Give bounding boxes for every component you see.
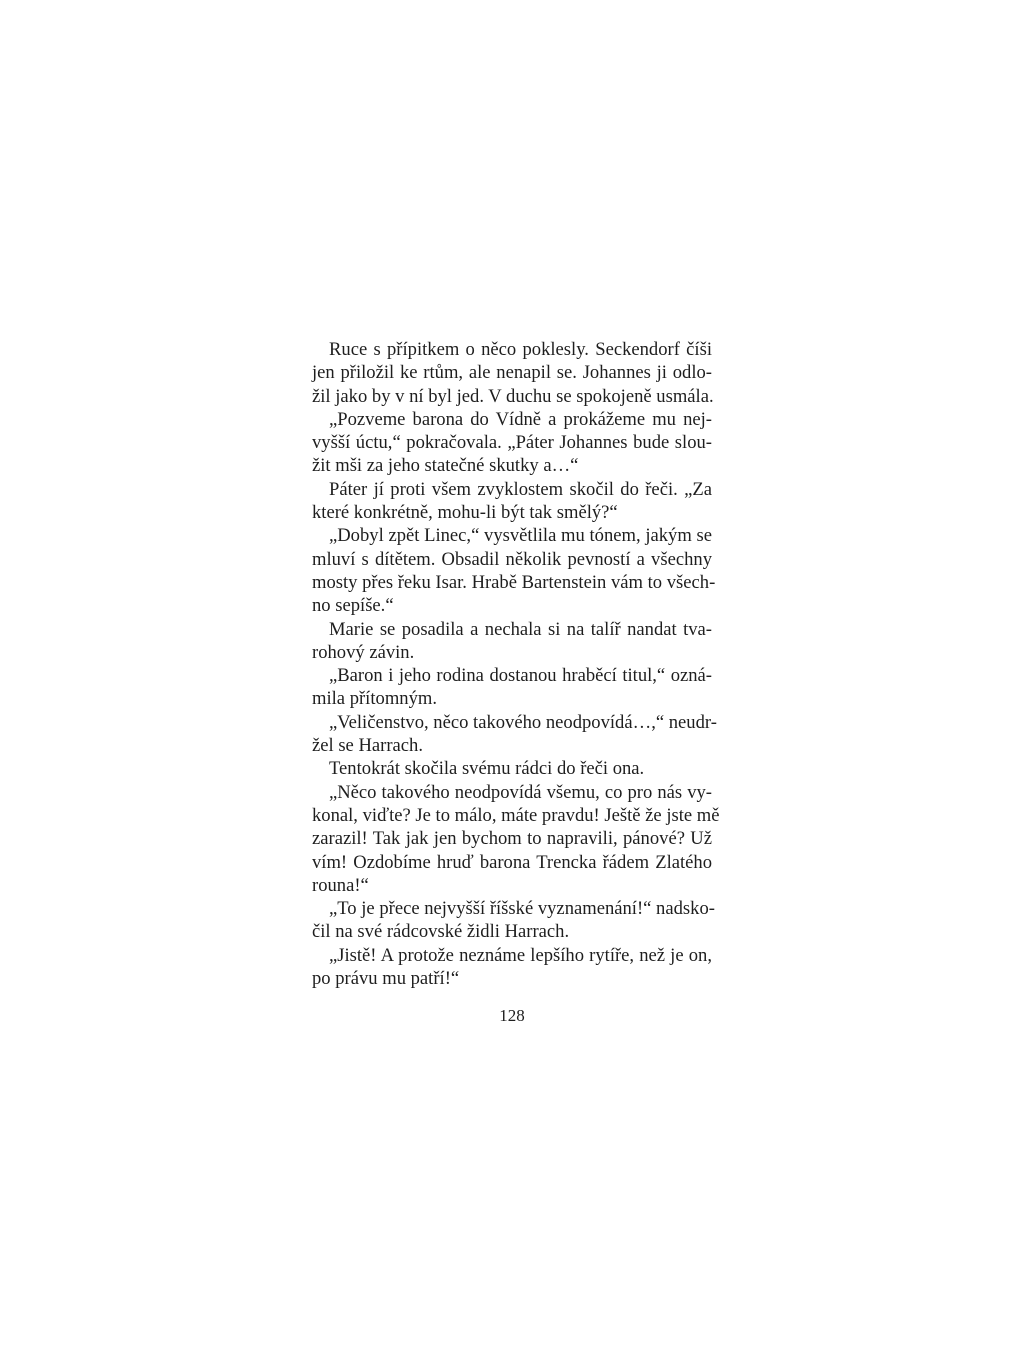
text-line: „Dobyl zpět Linec,“ vysvětlila mu tónem, jakým se (329, 525, 712, 547)
text-line: vím! Ozdobíme hruď barona Trencka řádem Zlatého (312, 851, 712, 873)
text-line: mosty přes řeku Isar. Hrabě Bartenstein vám to všech- (312, 571, 716, 593)
text-line: žit mši za jeho statečné skutky a…“ (312, 455, 579, 477)
text-line: „Baron i jeho rodina dostanou hraběcí titul,“ ozná- (329, 665, 712, 687)
text-line: „To je přece nejvyšší říšské vyznamenání!“ nadsko- (329, 898, 715, 920)
text-line: mila přítomným. (312, 688, 437, 710)
text-line: Marie se posadila a nechala si na talíř nandat tva- (329, 618, 712, 640)
text-line: Ruce s přípitkem o něco poklesly. Seckendorf číši (329, 339, 712, 360)
text-line: no sepíše.“ (312, 595, 394, 617)
text-line: Tentokrát skočila svému rádci do řeči ona. (329, 758, 645, 780)
text-line: čil na své rádcovské židli Harrach. (312, 921, 570, 943)
text-line: vyšší úctu,“ pokračovala. „Páter Johannes bude slou- (312, 432, 712, 454)
text-line: zarazil! Tak jak jen bychom to napravili, pánové? Už (312, 828, 712, 850)
text-line: rohový závin. (312, 641, 415, 663)
text-line: které konkrétně, mohu-li být tak smělý?“ (312, 502, 618, 524)
text-line: žil jako by v ní byl jed. V duchu se spokojeně usmála. (312, 385, 714, 407)
text-line: Páter jí proti všem zvyklostem skočil do řeči. „Za (329, 478, 712, 500)
text-line: „Pozveme barona do Vídně a prokážeme mu nej- (329, 408, 712, 430)
text-line: „Veličenstvo, něco takového neodpovídá…,“ neudr- (329, 711, 717, 733)
body-text (312, 338, 720, 990)
text-line: po právu mu patří!“ (312, 968, 460, 990)
text-line: jen přiložil ke rtům, ale nenapil se. Johannes ji odlo- (312, 362, 712, 384)
text-line: mluví s dítětem. Obsadil několik pevností a všechny (312, 548, 712, 570)
text-line: žel se Harrach. (312, 735, 423, 757)
page-number: 128 (499, 1006, 525, 1025)
text-line: rouna!“ (312, 874, 369, 896)
text-line: „Něco takového neodpovídá všemu, co pro nás vy- (329, 781, 712, 803)
text-line: „Jistě! A protože neznáme lepšího rytíře, než je on, (329, 944, 712, 966)
text-line: konal, viďte? Je to málo, máte pravdu! Ještě že jste mě (312, 804, 720, 826)
